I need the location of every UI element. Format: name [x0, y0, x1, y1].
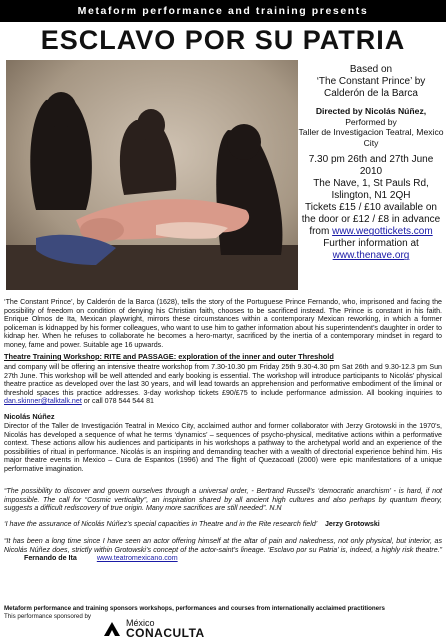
info-link[interactable]: www.thenave.org	[332, 250, 410, 262]
teatromexicano-link[interactable]: www.teatromexicano.com	[96, 554, 178, 562]
performed-by-label: Performed by	[345, 116, 397, 127]
further-info-label: Further information at	[323, 238, 419, 250]
venue-address: The Nave, 1, St Pauls Rd, Islington, N1 2QH	[313, 178, 429, 202]
workshop-paragraph	[4, 363, 442, 406]
page-title: ESCLAVO POR SU PATRIA	[40, 25, 406, 55]
source-title: ‘The Constant Prince’ by Calderón de la Barca	[316, 76, 426, 99]
workshop-email-link[interactable]: dan.skinner@talktalk.net	[4, 397, 82, 405]
footer-sponsored-by: This performance sponsored by	[4, 612, 92, 620]
top-banner: Metaform performance and training presents	[0, 0, 446, 22]
bio-heading: Nicolás Núñez	[4, 412, 55, 421]
logo-word-conaculta: CONACULTA	[126, 626, 205, 640]
bio-paragraph: Director of the Taller de Investigación Teatral in Mexico City, acclaimed author and former collaborator with Jerzy Grotowski in the 1970’s, Nicolás has developed a sequence of what he terms ‘dynamics’ – sequences of psycho-physical, meditative actions within a performative context. These actions allow his audiences and participants in his workshops a pathway to the archetypal world and an experience of the possibilities of ritual in performance. Nicolás is an inspiring and demanding teacher with a wealth of directorial experience behind him. His major theatre events in Mexico – Cura de Espantos (1996) and The flight of Quezacoatl (2000) were epic manifestations of a unique performative imagination.	[4, 422, 442, 473]
quote-de-ita-author: Fernando de Ita	[24, 554, 77, 562]
conaculta-emblem-icon	[102, 620, 122, 638]
workshop-heading: Theatre Training Workshop: RITE and PASSAGE: exploration of the inner and outer Threshold	[4, 352, 334, 361]
quote-russell: “The possibility to discover and govern ourselves through a universal order, - Bertrand Russell’s ‘democratic anarchism’ - is hard, if not impossible. The call for “Cosmic verticality”, an inspiration shared by all ancient high cultures and also perhaps by quantum theory, suggests a difficult rediscovery of true origin. Many more sacrifices are still needed”. N.N	[4, 487, 442, 512]
quote-grotowski	[4, 520, 442, 529]
quote-de-ita	[4, 537, 442, 563]
quote-grotowski-text: ‘I have the assurance of Nicolás Núñez’s special capacities in Theatre and in the Rite research field’	[4, 520, 317, 528]
workshop-text: and company will be offering an intensive theatre workshop from 7.30-10.30 pm Friday 25th 9.30-4.30 pm Sat 26th and 9.30-12.3 pm Sun 27th June. This workshop will be well attended and early booking is essential. The workshop will introduce participants to Nicolás’ physical theatre practice as developed over the last 30 years, and will lead towards an apprehension and performative embodiment of the liminal or threshold spaces this practice addresses. 3-day workshop tickets £90/£75 to include performance admission. All booking inquiries to	[4, 363, 442, 397]
ticket-info: Tickets £15 / £10 available on the door or £12 / £8 in advance from	[301, 202, 441, 238]
intro-paragraph: ‘The Constant Prince’, by Calderón de la Barca (1628), tells the story of the Portuguese Prince Fernando, who, imprisoned and facing the possibility of freedom on condition of denying his Christian faith, chooses to be sacrificed instead. The Prince is constant in his faith. Enrique Olmos de Ita, Mexican playwright, mirrors these circumstances within a contemporary Mexican reworking, in which a former policeman is kidnapped by his former colleagues, who want to use him to gather information about his superintendent’s daughter in order to kidnap her. When he refuses to collaborate he becomes a hero-martyr, sacrificed by the inertia of a contemporary mindset in regard to money, fame and power. Suitable age 16 upwards.	[4, 298, 442, 349]
conaculta-logo	[102, 618, 232, 640]
footer-sponsor-line: Metaform performance and training sponsors workshops, performances and courses from internationally acclaimed practitioners	[4, 605, 385, 612]
workshop-phone: or call 078 544 544 81	[83, 397, 154, 405]
director-line: Directed by Nicolás Núñez,	[315, 106, 427, 116]
logo-word-mexico: México	[126, 618, 155, 628]
ticket-link[interactable]: www.wegottickets.com	[332, 226, 433, 238]
quote-de-ita-text: “It has been a long time since I have seen an actor offering himself at the altar of pain and nakedness, not only physical, but interior, as Nicolás Núñez does, strictly within Grotowski’s concept of the actor-saint’s lineage. ‘Esclavo por su Patria’ is, indeed, a highly risk theatre.”	[4, 537, 442, 554]
event-dates: 7.30 pm 26th and 27th June 2010	[308, 154, 434, 178]
based-on-label: Based on	[349, 64, 393, 75]
event-info-panel	[298, 64, 444, 268]
performance-photo	[6, 60, 298, 290]
company-name: Taller de Investigacion Teatral, Mexico City	[298, 127, 444, 148]
quote-grotowski-author: Jerzy Grotowski	[324, 520, 380, 528]
